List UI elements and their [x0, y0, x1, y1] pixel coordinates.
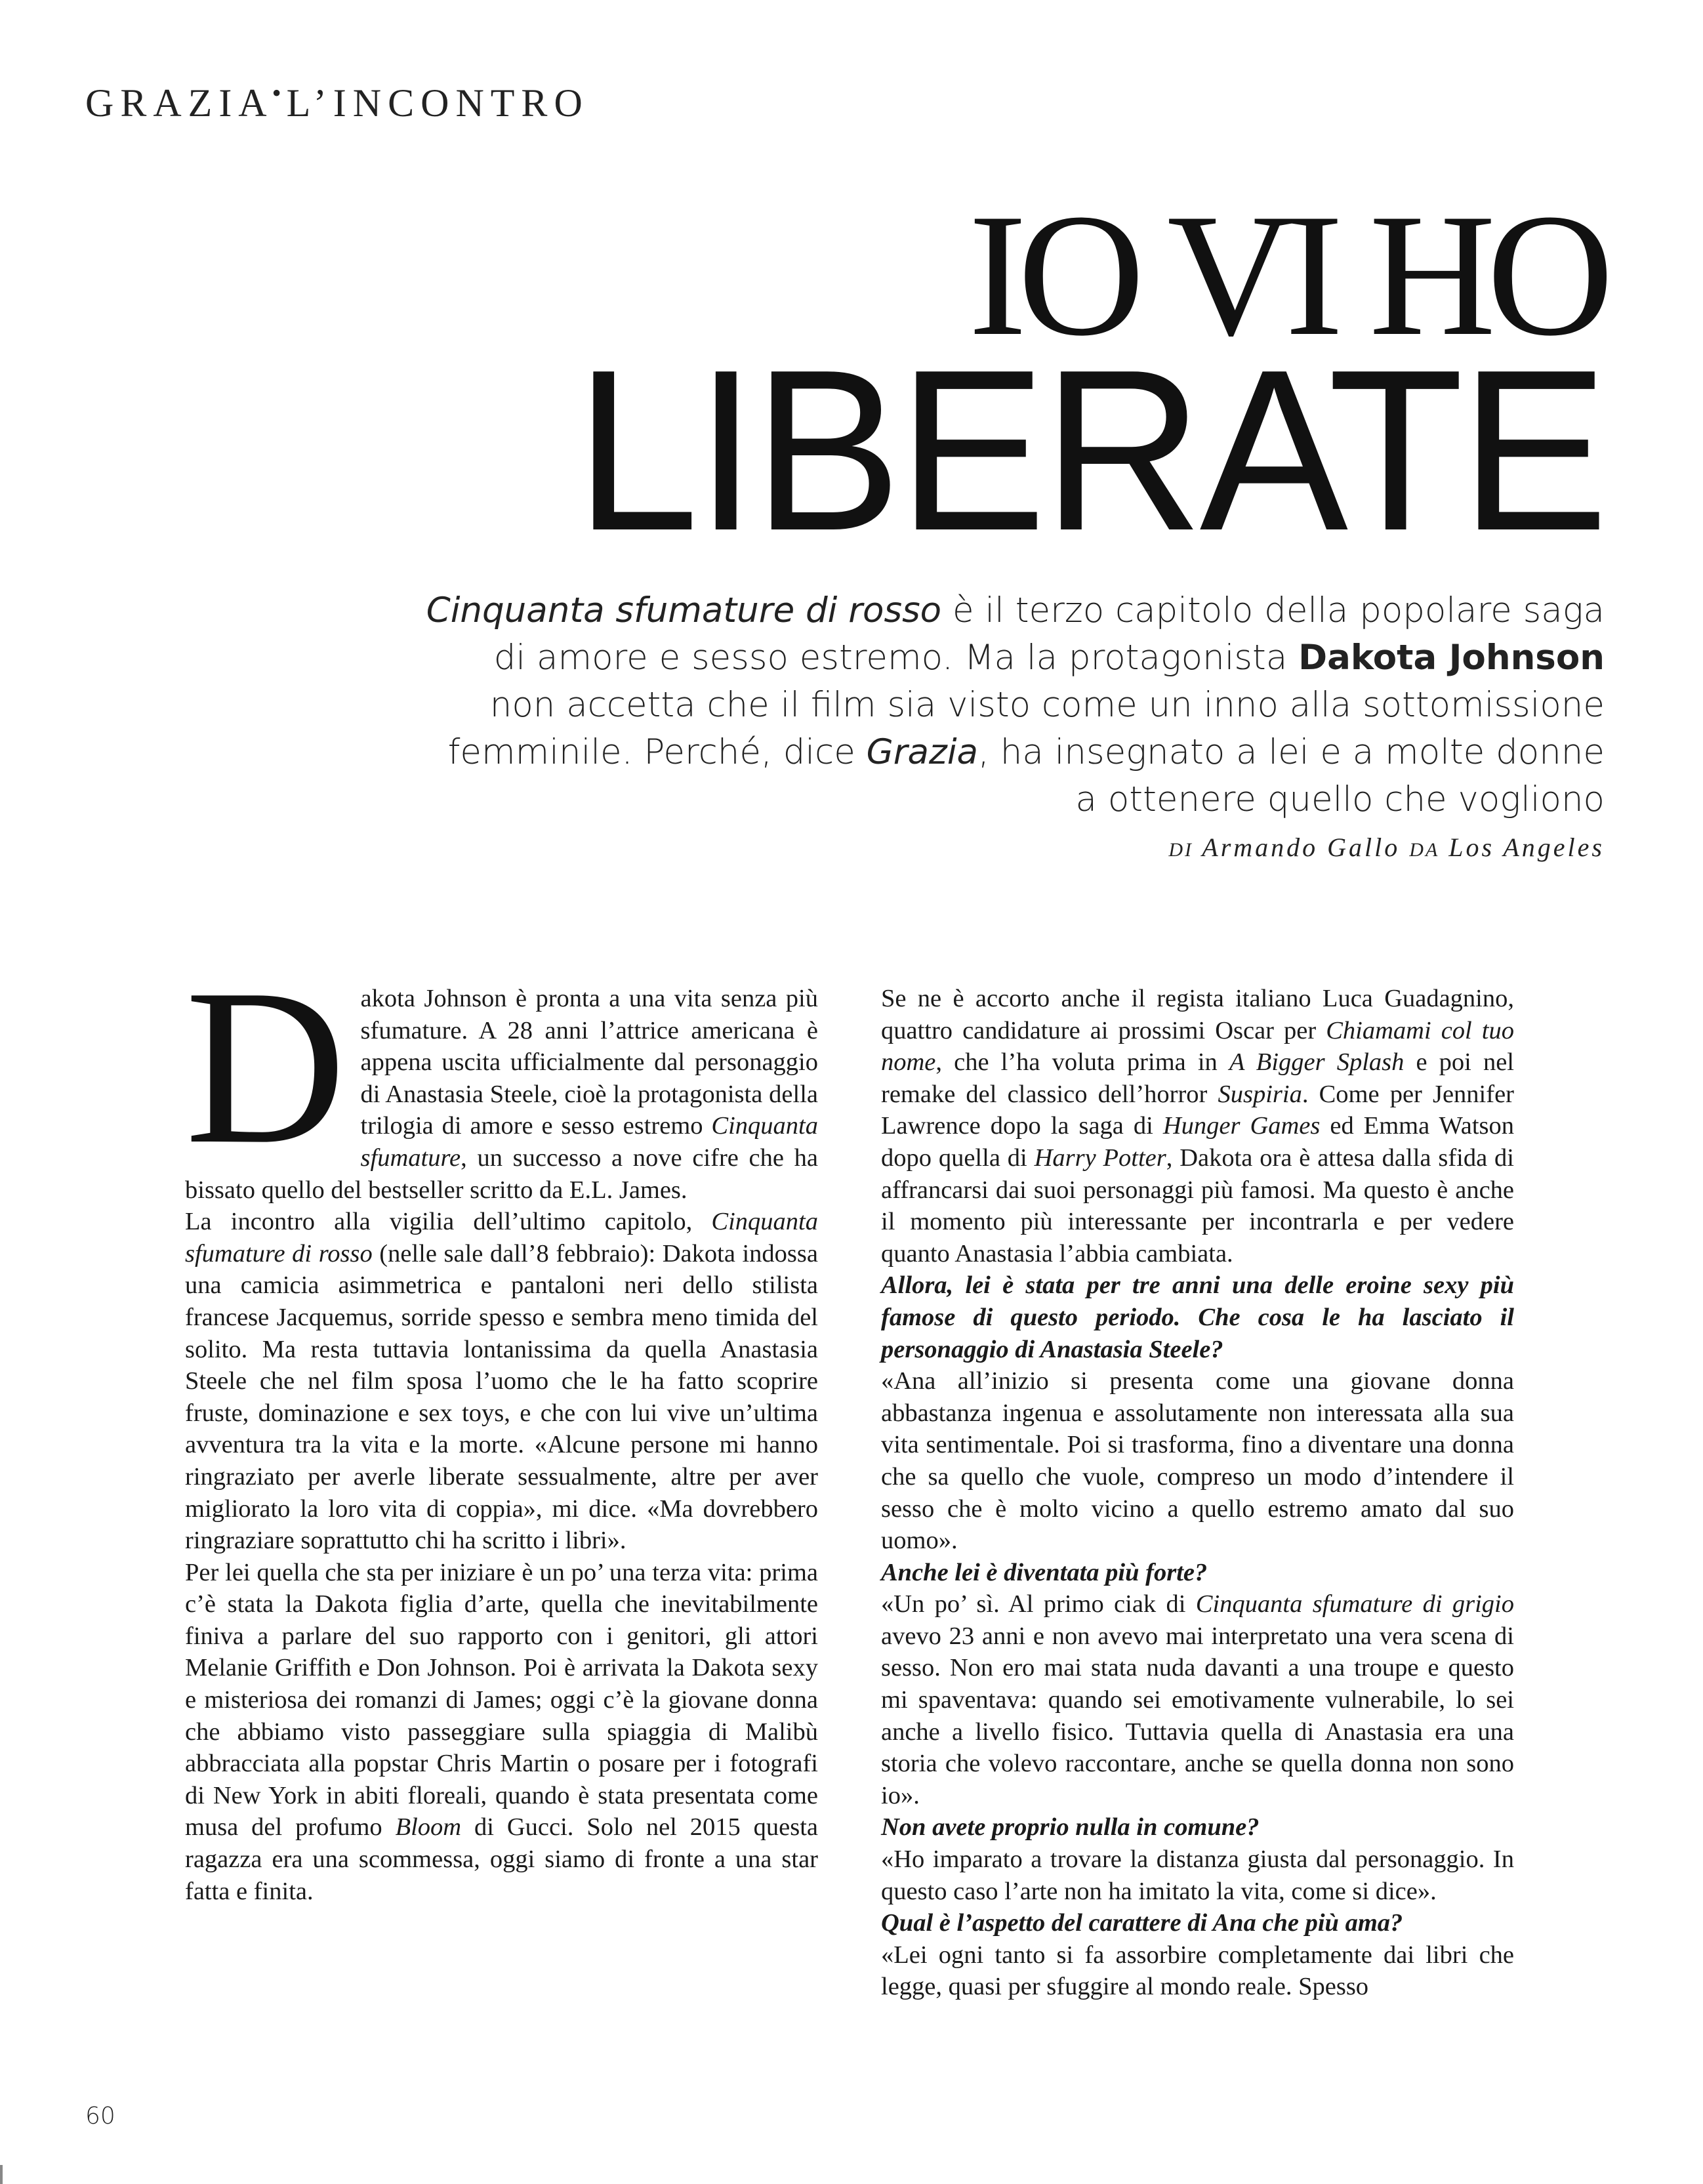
paragraph: Per lei quella che sta per iniziare è un po’ una terza vita: prima c’è stata la Dakota figlia d’arte, quella che inevitabilmente finiva a parlare del suo rapporto con i genitori, gli attori Melanie Griffith e Don Johnson. Poi è arrivata la Dakota sexy e misteriosa dei romanzi di James; oggi c’è la giovane donna che abbiamo visto passeggiare sulla spiaggia di Malibù abbracciata alla popstar Chris Martin o posare per i fotografi di New York in abiti floreali, quando è stata presentata come musa del profumo Bloom di Gucci. Solo nel 2015 questa ragazza era una scommessa, oggi siamo di fronte a una star fatta e finita.: [185, 1558, 819, 1905]
brand-name: GRAZIA: [85, 81, 274, 125]
byline-da: DA: [1409, 839, 1440, 861]
article-column-right: [881, 983, 1515, 2001]
standfirst-name: Dakota Johnson: [1298, 638, 1605, 678]
byline: [1168, 832, 1605, 863]
byline-author: Armando Gallo: [1202, 833, 1401, 862]
drop-cap: D: [185, 943, 346, 1190]
standfirst-film-title: Cinquanta sfumature di rosso: [426, 590, 942, 630]
standfirst: [424, 587, 1605, 823]
section-kicker: [85, 77, 589, 126]
interview-question: Qual è l’aspetto del carattere di Ana che più ama?: [881, 1909, 1403, 1937]
headline-line-1: IO VI HO: [968, 177, 1605, 372]
byline-place: Los Angeles: [1448, 833, 1605, 862]
article-column-left: [185, 943, 819, 1905]
interview-answer: «Un po’ sì. Al primo ciak di Cinquanta sfumature di grigio avevo 23 anni e non avevo mai interpretato una vera scena di sesso. Non ero mai stata nuda davanti a una troupe e questo mi spaventava: quando sei emotivamente vulnerabile, lo sei anche a livello fisico. Tuttavia quella di Anastasia era una storia che volevo raccontare, anche se quella donna non sono io».: [881, 1590, 1515, 1809]
interview-answer: «Ho imparato a trovare la distanza giusta dal personaggio. In questo caso l’arte non ha imitato la vita, come si dice».: [881, 1845, 1514, 1905]
standfirst-text-2: non accetta che il film sia visto come un inno alla sottomissione femminile. Perché, dice: [447, 685, 1605, 772]
kicker-dot: •: [272, 78, 281, 108]
interview-question: Non avete proprio nulla in comune?: [881, 1813, 1260, 1842]
standfirst-text-3: , ha insegnato a lei e a molte donne a ottenere quello che vogliono: [978, 732, 1605, 819]
paragraph: Se ne è accorto anche il regista italiano Luca Guadagnino, quattro candidature ai prossimi Oscar per Chiamami col tuo nome, che l’ha voluta prima in A Bigger Splash e poi nel remake del classico dell’horror Suspiria. Come per Jennifer Lawrence dopo la saga di Hunger Games ed Emma Watson dopo quella di Harry Potter, Dakota ora è attesa dalla sfida di affrancarsi dai suoi personaggi più famosi. Ma questo è anche il momento più interessante per incontrarla e per vedere quanto Anastasia l’abbia cambiata.: [881, 985, 1514, 1267]
standfirst-text-1: è il terzo capitolo della popolare saga di amore e sesso estremo. Ma la protagonista: [493, 590, 1605, 678]
interview-question: Anche lei è diventata più forte?: [881, 1558, 1208, 1586]
paragraph: La incontro alla vigilia dell’ultimo capitolo, Cinquanta sfumature di rosso (nelle sale dall’8 febbraio): Dakota indossa una camicia asimmetrica e pantaloni neri dello stilista francese Jacquemus, sorride spesso e sembra meno timida del solito. Ma resta tuttavia lontanissima da quella Anastasia Steele che nel film sposa l’uomo che le ha fatto scoprire fruste, dominazione e sex toys, e che con lui vive un’ultima avventura tra la vita e la morte. «Alcune persone mi hanno ringraziato per averle liberate sessualmente, altre per aver migliorato la loro vita di coppia», mi dice. «Ma dovrebbero ringraziare soprattutto chi ha scritto i libri».: [185, 1208, 818, 1555]
headline-line-2: LIBERATE: [575, 322, 1605, 579]
standfirst-magazine: Grazia: [866, 732, 979, 772]
crop-mark: [0, 2165, 3, 2184]
interview-answer: «Ana all’inizio si presenta come una giovane donna abbastanza ingenua e assolutamente non interessata alla sua vita sentimentale. Poi si trasforma, fino a diventare una donna che sa quello che vuole, compreso un modo d’intendere il sesso che è molto vicino a quello estremo amato dal suo uomo».: [881, 1367, 1514, 1555]
byline-di: DI: [1168, 839, 1193, 861]
page-number: 60: [85, 2103, 115, 2130]
interview-answer: «Lei ogni tanto si fa assorbire completamente dai libri che legge, quasi per sfuggire al mondo reale. Spesso: [881, 1941, 1514, 2001]
section-name: L’INCONTRO: [286, 81, 589, 125]
paragraph: Dakota Johnson è pronta a una vita senza più sfumature. A 28 anni l’attrice americana è appena uscita ufficialmente dal personaggio di Anastasia Steele, cioè la protagonista della trilogia di amore e sesso estremo Cinquanta sfumature, un successo a nove cifre che ha bissato quello del bestseller scritto da E.L. James.: [185, 943, 818, 1204]
interview-question: Allora, lei è stata per tre anni una delle eroine sexy più famose di questo periodo. Che cosa le ha lasciato il personaggio di Anastasia Steele?: [881, 1271, 1514, 1363]
